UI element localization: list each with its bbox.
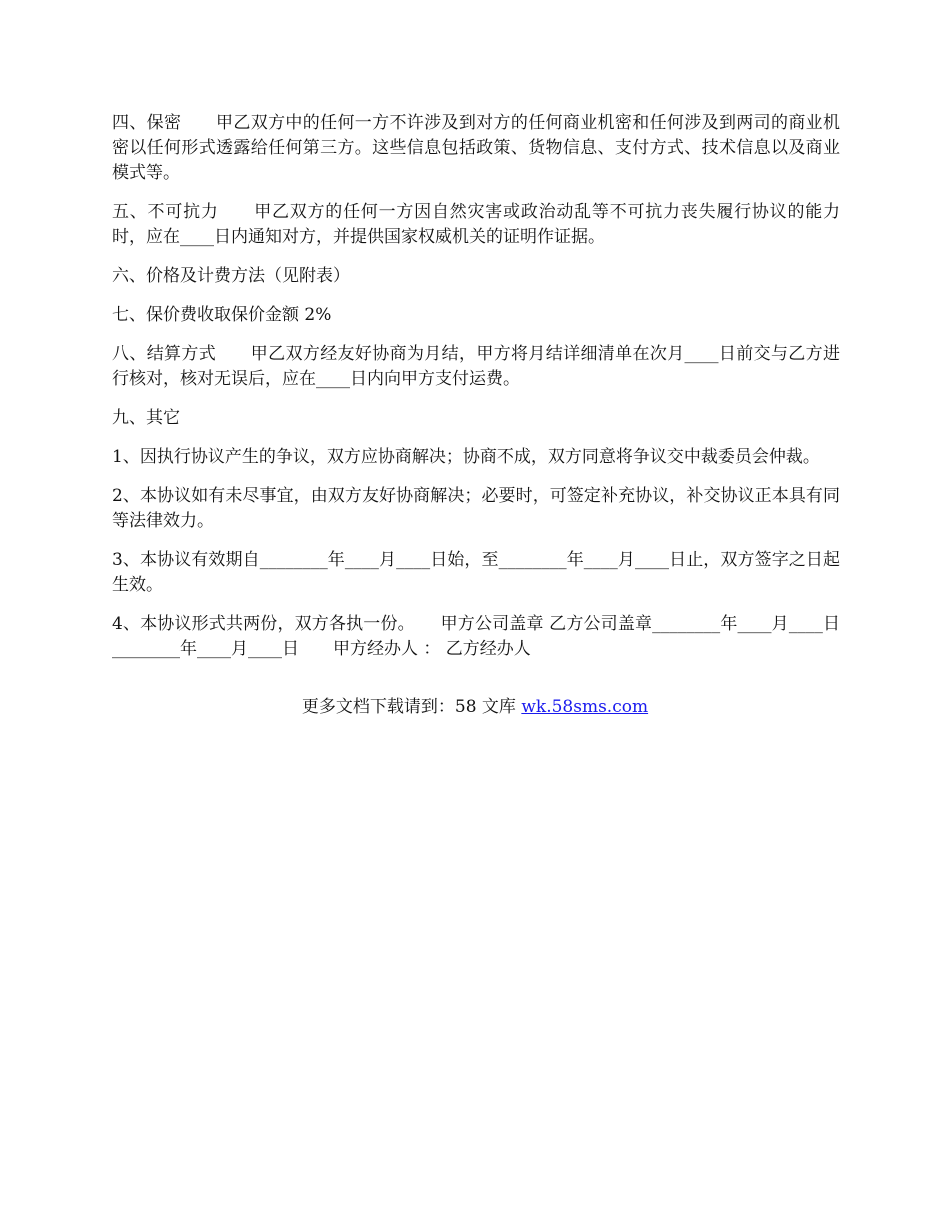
clause-other-4: 4、本协议形式共两份，双方各执一份。 甲方公司盖章 乙方公司盖章________年____月____日________年____月____日 甲方经办人 ： 乙方经办人: [112, 614, 840, 659]
clause-insurance-fee: 七、保价费收取保价金额 2%: [112, 305, 332, 325]
document-body: [112, 111, 840, 676]
clause-other-heading: 九、其它: [112, 408, 180, 428]
clause-force-majeure: 五、不可抗力 甲乙双方的任何一方因自然灾害或政治动乱等不可抗力丧失履行协议的能力时，应在____日内通知对方，并提供国家权威机关的证明作证据。: [112, 202, 840, 247]
clause-settlement: 八、结算方式 甲乙双方经友好协商为月结，甲方将月结详细清单在次月____日前交与乙方进行核对，核对无误后，应在____日内向甲方支付运费。: [112, 344, 840, 389]
clause-confidentiality: 四、保密 甲乙双方中的任何一方不许涉及到对方的任何商业机密和任何涉及到两司的商业机密以任何形式透露给任何第三方。这些信息包括政策、货物信息、支付方式、技术信息以及商业模式等。: [112, 113, 840, 183]
download-footer: [0, 695, 950, 720]
clause-other-2: 2、本协议如有未尽事宜，由双方友好协商解决；必要时，可签定补充协议，补交协议正本具有同等法律效力。: [112, 486, 840, 531]
clause-other-1: 1、因执行协议产生的争议，双方应协商解决；协商不成，双方同意将争议交中裁委员会仲裁。: [112, 447, 820, 467]
clause-other-3: 3、本协议有效期自________年____月____日始，至________年____月____日止，双方签字之日起生效。: [112, 550, 840, 595]
footer-text: 更多文档下载请到：58 文库: [301, 697, 522, 717]
clause-pricing: 六、价格及计费方法（见附表）: [112, 266, 350, 286]
footer-link[interactable]: wk.58sms.com: [521, 697, 649, 717]
